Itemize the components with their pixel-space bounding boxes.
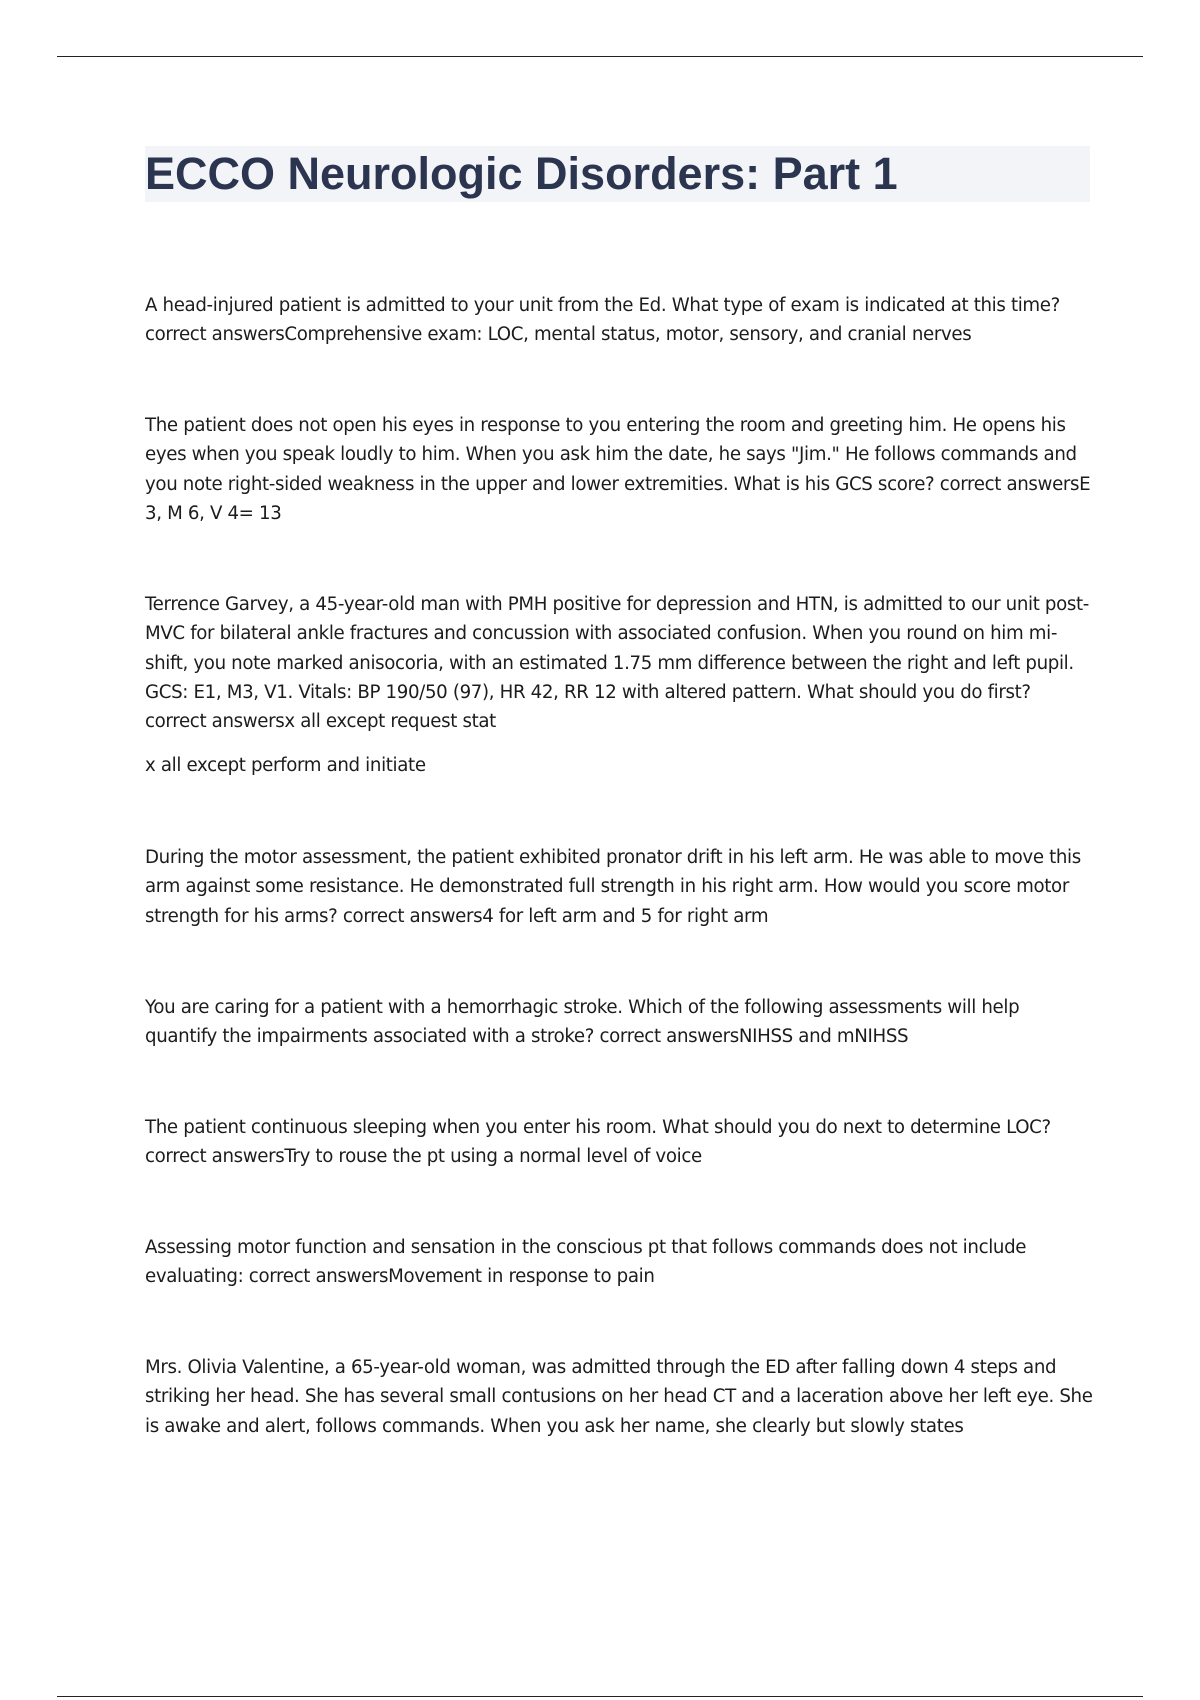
qa-paragraph: The patient does not open his eyes in response to you entering the room and greeting him. He opens his eyes when you speak loudly to him. When you ask him the date, he says "Jim." He follows commands and you note right-sided weakness in the upper and lower extremities. What is his GCS score? correct answersE 3, M 6, V 4= 13 (145, 415, 1091, 524)
qa-paragraph: During the motor assessment, the patient exhibited pronator drift in his left arm. He was able to move this arm against some resistance. He demonstrated full strength in his right arm. How would you score motor strength for his arms? correct answers4 for left arm and 5 for right arm (145, 847, 1081, 927)
qa-paragraph: A head-injured patient is admitted to your unit from the Ed. What type of exam is indicated at this time? correct answersComprehensive exam: LOC, mental status, motor, sensory, and cranial nerves (145, 295, 1060, 346)
qa-paragraph: Terrence Garvey, a 45-year-old man with PMH positive for depression and HTN, is admitted to our unit post-MVC for bilateral ankle fractures and concussion with associated confusion. When you round on him mi-shift, you note marked anisocoria, with an estimated 1.75 mm difference between the right and left pupil. GCS: E1, M3, V1. Vitals: BP 190/50 (97), HR 42, RR 12 with altered pattern. What should you do first? correct answersx all except request stat (145, 594, 1090, 733)
qa-entry (145, 993, 1095, 1052)
qa-entry (145, 1113, 1095, 1172)
qa-entry (145, 590, 1095, 781)
qa-paragraph: Assessing motor function and sensation in the conscious pt that follows commands does not include evaluating: correct answersMovement in response to pain (145, 1237, 1027, 1288)
qa-paragraph: You are caring for a patient with a hemorrhagic stroke. Which of the following assessments will help quantify the impairments associated with a stroke? correct answersNIHSS and mNIHSS (145, 997, 1020, 1048)
qa-entry (145, 1353, 1095, 1441)
qa-paragraph: Mrs. Olivia Valentine, a 65-year-old woman, was admitted through the ED after falling down 4 steps and striking her head. She has several small contusions on her head CT and a laceration above her left eye. She is awake and alert, follows commands. When you ask her name, she clearly but slowly states (145, 1357, 1093, 1437)
qa-entry (145, 1233, 1095, 1292)
qa-paragraph: x all except perform and initiate (145, 755, 426, 777)
qa-entry (145, 411, 1095, 528)
qa-paragraph: The patient continuous sleeping when you enter his room. What should you do next to determine LOC? correct answersTry to rouse the pt using a normal level of voice (145, 1117, 1051, 1168)
page-title: ECCO Neurologic Disorders: Part 1 (145, 148, 898, 199)
qa-entry (145, 291, 1095, 350)
top-divider (57, 56, 1143, 57)
bottom-divider (57, 1696, 1143, 1697)
qa-entry (145, 843, 1095, 931)
